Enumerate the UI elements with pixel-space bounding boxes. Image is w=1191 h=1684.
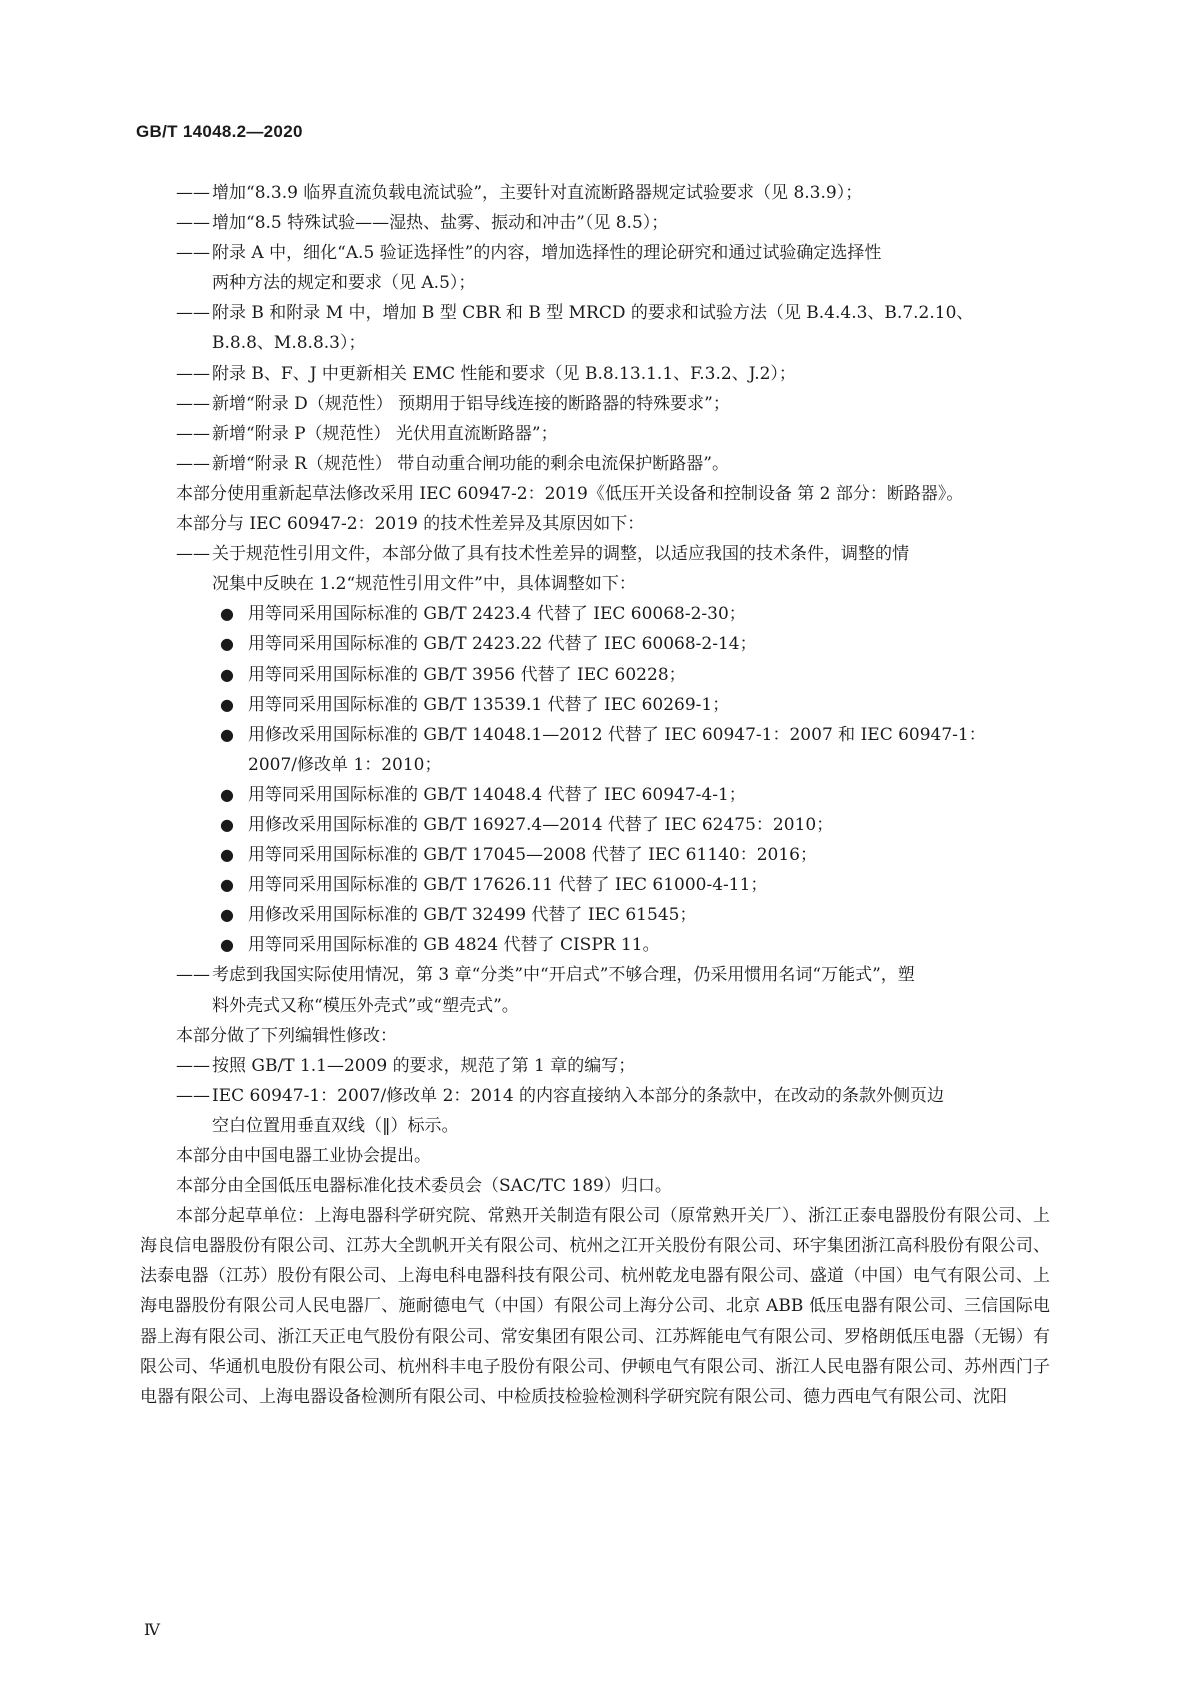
technical-differences-intro: 本部分与 IEC 60947-2：2019 的技术性差异及其原因如下： bbox=[176, 514, 645, 535]
bullet-item bbox=[140, 840, 1050, 870]
list-item-text: 按照 GB/T 1.1—2009 的要求，规范了第 1 章的编写； bbox=[212, 1055, 636, 1076]
bullet-text: 用等同采用国际标准的 GB/T 17045—2008 代替了 IEC 61140：2016； bbox=[248, 845, 817, 866]
bullet-icon: ● bbox=[220, 634, 234, 654]
bullet-item bbox=[140, 900, 1050, 930]
list-item bbox=[140, 449, 1050, 479]
bullet-icon: ● bbox=[220, 935, 234, 955]
dash-marker: —— bbox=[176, 303, 210, 324]
dash-marker: —— bbox=[176, 243, 210, 264]
list-item-continuation: 空白位置用垂直双线（‖）标示。 bbox=[212, 1115, 459, 1136]
bullet-text: 用等同采用国际标准的 GB/T 17626.11 代替了 IEC 61000-4-11； bbox=[248, 875, 768, 896]
dash-marker: —— bbox=[176, 393, 210, 414]
list-item-text: IEC 60947-1：2007/修改单 2：2014 的内容直接纳入本部分的条款中，在改动的条款外侧页边 bbox=[212, 1085, 945, 1106]
bullet-text: 用等同采用国际标准的 GB/T 2423.22 代替了 IEC 60068-2-14； bbox=[248, 634, 757, 655]
list-item-text: 增加“8.3.9 临界直流负载电流试验”，主要针对直流断路器规定试验要求（见 8.3.9）； bbox=[212, 183, 863, 203]
bullet-item bbox=[140, 629, 1050, 659]
bullet-item bbox=[140, 690, 1050, 720]
bullet-item bbox=[140, 599, 1050, 629]
bullet-item bbox=[140, 660, 1050, 690]
bullet-text: 用等同采用国际标准的 GB/T 14048.4 代替了 IEC 60947-4-1； bbox=[248, 784, 746, 805]
bullet-item bbox=[140, 810, 1050, 840]
bullet-icon: ● bbox=[220, 694, 234, 714]
list-item bbox=[140, 1051, 1050, 1081]
bullet-icon: ● bbox=[220, 905, 234, 925]
list-item-text: 附录 B、F、J 中更新相关 EMC 性能和要求（见 B.8.13.1.1、F.3.2、J.2）； bbox=[212, 363, 796, 384]
list-item-continuation: B.8.8、M.8.8.3）； bbox=[212, 333, 366, 354]
list-item bbox=[140, 238, 1050, 268]
list-item-text: 附录 B 和附录 M 中，增加 B 型 CBR 和 B 型 MRCD 的要求和试验方法（见 B.4.4.3、B.7.2.10、 bbox=[212, 303, 974, 324]
dash-marker: —— bbox=[176, 423, 210, 444]
list-item-text: 附录 A 中，细化“A.5 验证选择性”的内容，增加选择性的理论研究和通过试验确定选择性 bbox=[212, 243, 882, 264]
list-item bbox=[140, 359, 1050, 389]
dash-marker: —— bbox=[176, 544, 210, 565]
bullet-icon: ● bbox=[220, 604, 234, 624]
bullet-icon: ● bbox=[220, 784, 234, 804]
bullet-icon: ● bbox=[220, 814, 234, 834]
adoption-paragraph: 本部分使用重新起草法修改采用 IEC 60947-2：2019《低压开关设备和控制设备 第 2 部分：断路器》。 bbox=[176, 483, 964, 504]
list-item-continuation: 两种方法的规定和要求（见 A.5）； bbox=[212, 273, 476, 294]
list-item bbox=[140, 1081, 1050, 1111]
drafting-units-paragraph: 本部分起草单位：上海电器科学研究院、常熟开关制造有限公司（原常熟开关厂）、浙江正泰电器股份有限公司、上海良信电器股份有限公司、江苏大全凯帆开关有限公司、杭州之江开关股份有限公司、环宇集团浙江高科股份有限公司、法泰电器（江苏）股份有限公司、上海电科电器科技有限公司、杭州乾龙电器有限公司、盛道（中国）电气有限公司、上海电器股份有限公司人民电器厂、施耐德电气（中国）有限公司上海分公司、北京 ABB 低压电器有限公司、三信国际电器上海有限公司、浙江天正电气股份有限公司、常安集团有限公司、江苏辉能电气有限公司、罗格朗低压电器（无锡）有限公司、华通机电股份有限公司、杭州科丰电子股份有限公司、伊顿电气有限公司、浙江人民电器有限公司、苏州西门子电器有限公司、上海电器设备检测所有限公司、中检质技检验检测科学研究院有限公司、德力西电气有限公司、沈阳 bbox=[140, 1206, 1050, 1407]
dash-marker: —— bbox=[176, 183, 210, 203]
bullet-item bbox=[140, 720, 1050, 750]
bullet-text: 用等同采用国际标准的 GB/T 2423.4 代替了 IEC 60068-2-30； bbox=[248, 604, 746, 625]
bullet-text: 用等同采用国际标准的 GB 4824 代替了 CISPR 11。 bbox=[248, 935, 660, 956]
bullet-item bbox=[140, 930, 1050, 960]
bullet-text: 用等同采用国际标准的 GB/T 13539.1 代替了 IEC 60269-1； bbox=[248, 694, 730, 715]
bullet-text: 用修改采用国际标准的 GB/T 32499 代替了 IEC 61545； bbox=[248, 905, 697, 926]
bullet-icon: ● bbox=[220, 875, 234, 895]
dash-marker: —— bbox=[176, 965, 210, 986]
bullet-text: 用修改采用国际标准的 GB/T 14048.1—2012 代替了 IEC 60947-1：2007 和 IEC 60947-1： bbox=[248, 724, 986, 745]
bullet-item bbox=[140, 870, 1050, 900]
list-item bbox=[140, 298, 1050, 328]
dash-marker: —— bbox=[176, 213, 210, 234]
list-item bbox=[140, 208, 1050, 238]
bullet-icon: ● bbox=[220, 664, 234, 684]
editorial-changes-intro: 本部分做了下列编辑性修改： bbox=[176, 1025, 397, 1046]
standard-number-header: GB/T 14048.2—2020 bbox=[136, 122, 303, 141]
list-item-text: 关于规范性引用文件，本部分做了具有技术性差异的调整，以适应我国的技术条件，调整的情 bbox=[212, 544, 909, 565]
list-item-text: 考虑到我国实际使用情况，第 3 章“分类”中“开启式”不够合理，仍采用惯用名词“万能式”，塑 bbox=[212, 965, 915, 986]
list-item-text: 新增“附录 P（规范性） 光伏用直流断路器”； bbox=[212, 423, 558, 444]
proposed-by-paragraph: 本部分由中国电器工业协会提出。 bbox=[176, 1146, 431, 1166]
page-number: Ⅳ bbox=[144, 1620, 161, 1639]
list-item bbox=[140, 960, 1050, 990]
list-item bbox=[140, 389, 1050, 419]
foreword-body bbox=[140, 178, 1050, 1412]
bullet-continuation: 2007/修改单 1：2010； bbox=[248, 754, 442, 775]
bullet-item bbox=[140, 780, 1050, 810]
list-item-text: 新增“附录 D（规范性） 预期用于铝导线连接的断路器的特殊要求”； bbox=[212, 393, 730, 414]
dash-marker: —— bbox=[176, 1085, 210, 1106]
list-item-text: 新增“附录 R（规范性） 带自动重合闸功能的剩余电流保护断路器”。 bbox=[212, 453, 729, 474]
dash-marker: —— bbox=[176, 453, 210, 474]
list-item-text: 增加“8.5 特殊试验——湿热、盐雾、振动和冲击”（见 8.5）； bbox=[212, 213, 669, 234]
bullet-icon: ● bbox=[220, 724, 234, 744]
list-item-continuation: 况集中反映在 1.2“规范性引用文件”中，具体调整如下： bbox=[212, 574, 636, 595]
list-item bbox=[140, 539, 1050, 569]
list-item bbox=[140, 419, 1050, 449]
dash-marker: —— bbox=[176, 1055, 210, 1076]
centralized-by-paragraph: 本部分由全国低压电器标准化技术委员会（SAC/TC 189）归口。 bbox=[176, 1176, 672, 1197]
bullet-icon: ● bbox=[220, 845, 234, 865]
list-item bbox=[140, 178, 1050, 208]
bullet-text: 用等同采用国际标准的 GB/T 3956 代替了 IEC 60228； bbox=[248, 664, 686, 685]
dash-marker: —— bbox=[176, 363, 210, 384]
list-item-continuation: 料外壳式又称“模压外壳式”或“塑壳式”。 bbox=[212, 995, 519, 1016]
bullet-text: 用修改采用国际标准的 GB/T 16927.4—2014 代替了 IEC 62475：2010； bbox=[248, 814, 834, 835]
